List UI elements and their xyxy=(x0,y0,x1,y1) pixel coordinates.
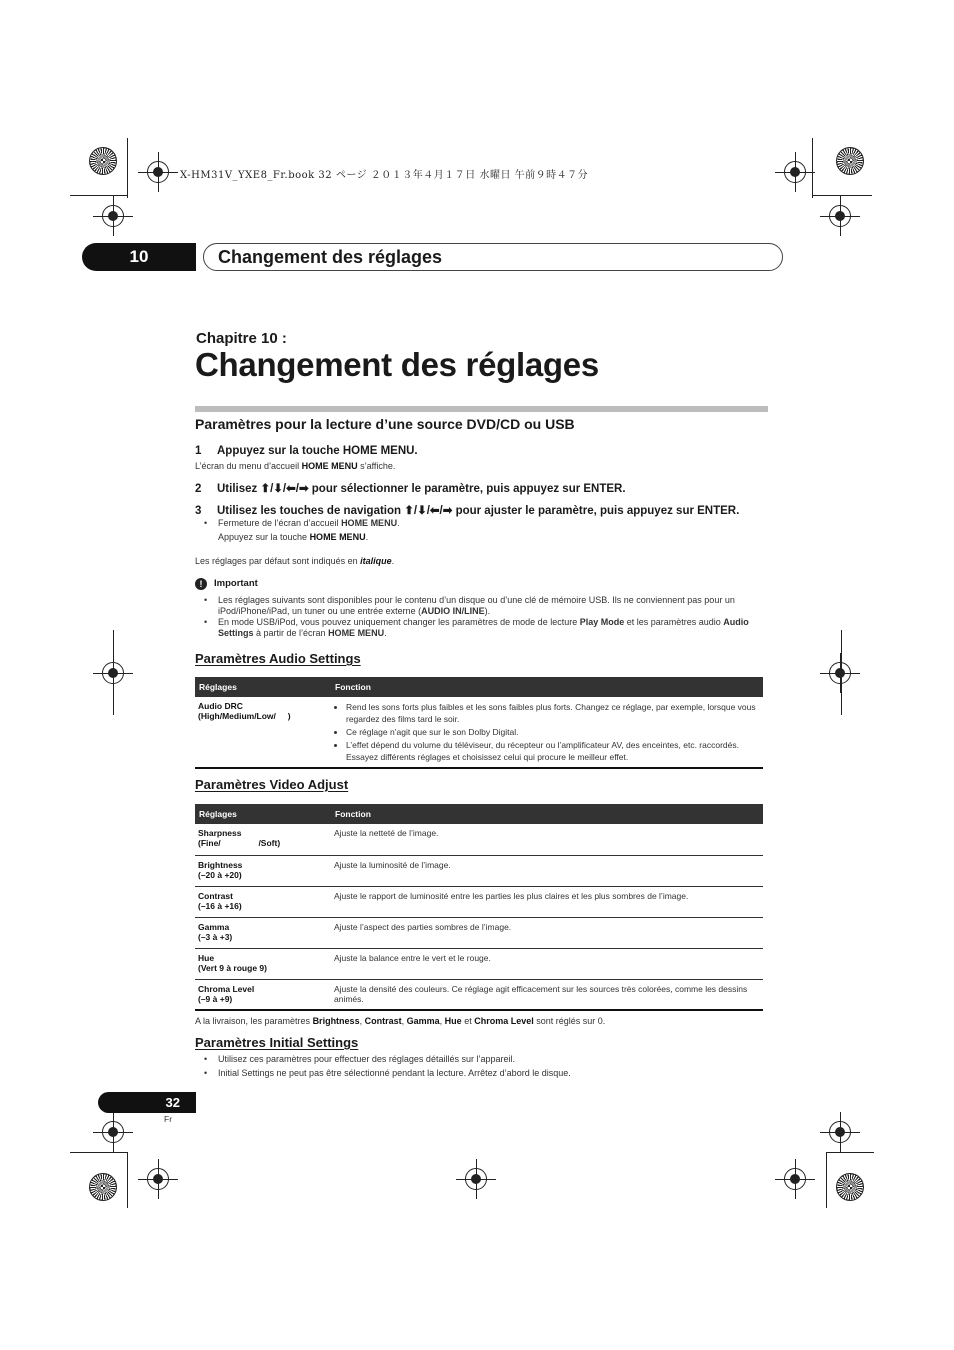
note-bold: Contrast xyxy=(364,1016,402,1026)
column-header: Réglages xyxy=(195,804,331,824)
setting-name xyxy=(195,917,331,948)
default-note xyxy=(195,556,394,566)
step-number: 3 xyxy=(195,505,202,517)
note-text: L’écran du menu d’accueil xyxy=(195,461,302,471)
registration-target-icon xyxy=(147,161,169,183)
setting-function xyxy=(331,697,763,768)
note-text: . xyxy=(365,532,369,542)
section-divider xyxy=(195,406,768,412)
note-bold: HOME MENU xyxy=(309,532,366,542)
setting-function: Ajuste la densité des couleurs. Ce réglage agit efficacement sur les sources très colorées, comme les dessins animés. xyxy=(331,979,763,1010)
note-bold: Play Mode xyxy=(579,617,625,627)
chapter-label: Chapitre 10 : xyxy=(196,330,287,347)
setting-label: Sharpness xyxy=(198,828,242,838)
table-row xyxy=(195,697,763,768)
registration-target-icon xyxy=(102,205,124,227)
note-text: A la livraison, les paramètres xyxy=(195,1016,313,1026)
initial-settings-heading: Paramètres Initial Settings xyxy=(195,1035,359,1050)
registration-target-icon xyxy=(465,1168,487,1190)
step-number: 2 xyxy=(195,483,202,495)
registration-target-icon xyxy=(784,161,806,183)
setting-function: Ajuste l’aspect des parties sombres de l’image. xyxy=(331,917,763,948)
table-header-row xyxy=(195,804,763,824)
step-3-note-2 xyxy=(218,532,368,542)
print-book-line: X-HM31V_YXE8_Fr.book 32 ページ ２０１３年４月１７日 水曜日 午前９時４７分 xyxy=(180,170,589,181)
setting-name xyxy=(195,824,331,855)
setting-label: Audio DRC xyxy=(198,701,243,711)
note-text: Appuyez sur la touche xyxy=(218,532,310,542)
important-icon: ! xyxy=(195,578,207,590)
column-header: Fonction xyxy=(331,677,763,697)
setting-function: Ajuste la netteté de l’image. xyxy=(331,824,763,855)
audio-settings-table xyxy=(195,677,763,769)
registration-target-icon xyxy=(102,662,124,684)
note-bold: AUDIO IN/LINE xyxy=(421,606,485,616)
list-item: • L’effet dépend du volume du téléviseur, du récepteur ou l’amplificateur AV, des enceintes, etc. raccordés. Essayez différents réglages et choisissez celui qui procure le meilleur effet. xyxy=(346,739,760,763)
important-bullet-2 xyxy=(218,617,766,639)
setting-range: (–9 à +9) xyxy=(198,993,233,1004)
video-adjust-heading: Paramètres Video Adjust xyxy=(195,777,349,792)
setting-range: (High/Medium/Low/ ) xyxy=(198,711,291,721)
registration-burst-icon xyxy=(836,147,864,175)
setting-range: (Vert 9 à rouge 9) xyxy=(198,962,267,973)
setting-name xyxy=(195,886,331,917)
important-bullet-1 xyxy=(218,595,766,617)
registration-burst-icon xyxy=(836,1173,864,1201)
step-text: Utilisez ⬆/⬇/⬅/➡ pour sélectionner le paramètre, puis appuyez sur ENTER. xyxy=(217,483,626,495)
step-number: 1 xyxy=(195,445,202,457)
running-header-title: Changement des réglages xyxy=(203,243,783,271)
language-code: Fr xyxy=(164,1114,173,1124)
note-text: . xyxy=(384,628,387,638)
setting-label: Brightness xyxy=(198,859,243,870)
setting-function: Ajuste le rapport de luminosité entre les parties les plus claires et les plus sombres de l’image. xyxy=(331,886,763,917)
note-text: et les paramètres audio xyxy=(624,617,724,627)
step-text: Utilisez les touches de navigation ⬆/⬇/⬅/➡ pour ajuster le paramètre, puis appuyez sur ENTER. xyxy=(217,505,740,517)
step-1-note xyxy=(195,461,395,471)
note-bold: Brightness xyxy=(312,1016,360,1026)
note-text: En mode USB/iPod, vous pouvez uniquement changer les paramètres de mode de lecture xyxy=(218,617,580,627)
initial-bullet-2: • Initial Settings ne peut pas être sélectionné pendant la lecture. Arrêtez d’abord le disque. xyxy=(218,1068,758,1078)
note-text: , xyxy=(359,1016,365,1026)
table-row xyxy=(195,886,763,917)
step-3 xyxy=(195,503,739,517)
note-text: . xyxy=(391,556,395,566)
delivery-note xyxy=(195,1016,605,1026)
setting-label: Chroma Level xyxy=(198,983,255,994)
note-text: ). xyxy=(484,606,491,616)
setting-function: Ajuste la luminosité de l’image. xyxy=(331,855,763,886)
note-text: et xyxy=(461,1016,475,1026)
video-adjust-table xyxy=(195,804,763,1011)
table-row xyxy=(195,824,763,855)
note-text: , xyxy=(401,1016,407,1026)
important-label: Important xyxy=(214,578,258,589)
initial-bullet-1: • Utilisez ces paramètres pour effectuer des réglages détaillés sur l’appareil. xyxy=(218,1054,758,1064)
setting-range: (–3 à +3) xyxy=(198,931,233,942)
note-bold: Gamma xyxy=(406,1016,440,1026)
note-italic: italique xyxy=(360,556,392,566)
step-1 xyxy=(195,445,418,457)
setting-function: Ajuste la balance entre le vert et le rouge. xyxy=(331,948,763,979)
table-header-row xyxy=(195,677,763,697)
setting-name xyxy=(195,697,331,768)
page-number: 32 xyxy=(98,1092,196,1113)
note-bold: Audio Settings xyxy=(218,617,749,638)
note-text: , xyxy=(439,1016,445,1026)
registration-burst-icon xyxy=(89,147,117,175)
setting-range: (Fine/ /Soft) xyxy=(198,838,281,848)
note-bold: HOME MENU xyxy=(328,628,385,638)
chapter-title: Changement des réglages xyxy=(195,346,599,383)
note-text: à partir de l’écran xyxy=(253,628,329,638)
chapter-number-tab: 10 xyxy=(82,243,196,271)
setting-range: (–16 à +16) xyxy=(198,900,242,911)
setting-range: (–20 à +20) xyxy=(198,869,242,880)
audio-settings-heading: Paramètres Audio Settings xyxy=(195,651,361,666)
registration-target-icon xyxy=(829,1121,851,1143)
step-3-note-1 xyxy=(218,518,758,528)
registration-target-icon xyxy=(784,1168,806,1190)
registration-target-icon xyxy=(102,1121,124,1143)
setting-name xyxy=(195,948,331,979)
table-row xyxy=(195,979,763,1010)
registration-target-icon xyxy=(147,1168,169,1190)
step-2 xyxy=(195,481,626,495)
note-text: . xyxy=(397,518,400,528)
list-item: • Rend les sons forts plus faibles et les sons faibles plus forts. Changez ce réglage, par exemple, lorsque vous regardez des films tard le soir. xyxy=(346,701,760,725)
table-row xyxy=(195,917,763,948)
table-row xyxy=(195,855,763,886)
table-row xyxy=(195,948,763,979)
section-title: Paramètres pour la lecture d’une source DVD/CD ou USB xyxy=(195,416,575,432)
setting-name xyxy=(195,855,331,886)
registration-target-icon xyxy=(829,662,851,684)
registration-burst-icon xyxy=(89,1173,117,1201)
note-text: Fermeture de l’écran d’accueil xyxy=(218,518,342,528)
note-bold: HOME MENU xyxy=(341,518,398,528)
note-bold: Chroma Level xyxy=(474,1016,534,1026)
column-header: Fonction xyxy=(331,804,763,824)
registration-target-icon xyxy=(829,205,851,227)
note-text: sont réglés sur 0. xyxy=(533,1016,606,1026)
setting-name xyxy=(195,979,331,1010)
note-text: Les réglages par défaut sont indiqués en xyxy=(195,556,361,566)
note-bold: HOME MENU xyxy=(301,461,358,471)
step-text: Appuyez sur la touche HOME MENU. xyxy=(217,445,418,457)
note-text: s’affiche. xyxy=(357,461,396,471)
note-bold: Hue xyxy=(444,1016,462,1026)
setting-label: Contrast xyxy=(198,890,233,901)
note-text: Les réglages suivants sont disponibles pour le contenu d’un disque ou d’une clé de mémoire USB. Ils ne conviennent pas pour un iPod/iPhone/iPad, un tuner ou une entrée externe ( xyxy=(218,595,735,616)
setting-label: Gamma xyxy=(198,921,230,932)
column-header: Réglages xyxy=(195,677,331,697)
list-item: • Ce réglage n’agit que sur le son Dolby Digital. xyxy=(346,726,760,738)
setting-label: Hue xyxy=(198,952,215,963)
